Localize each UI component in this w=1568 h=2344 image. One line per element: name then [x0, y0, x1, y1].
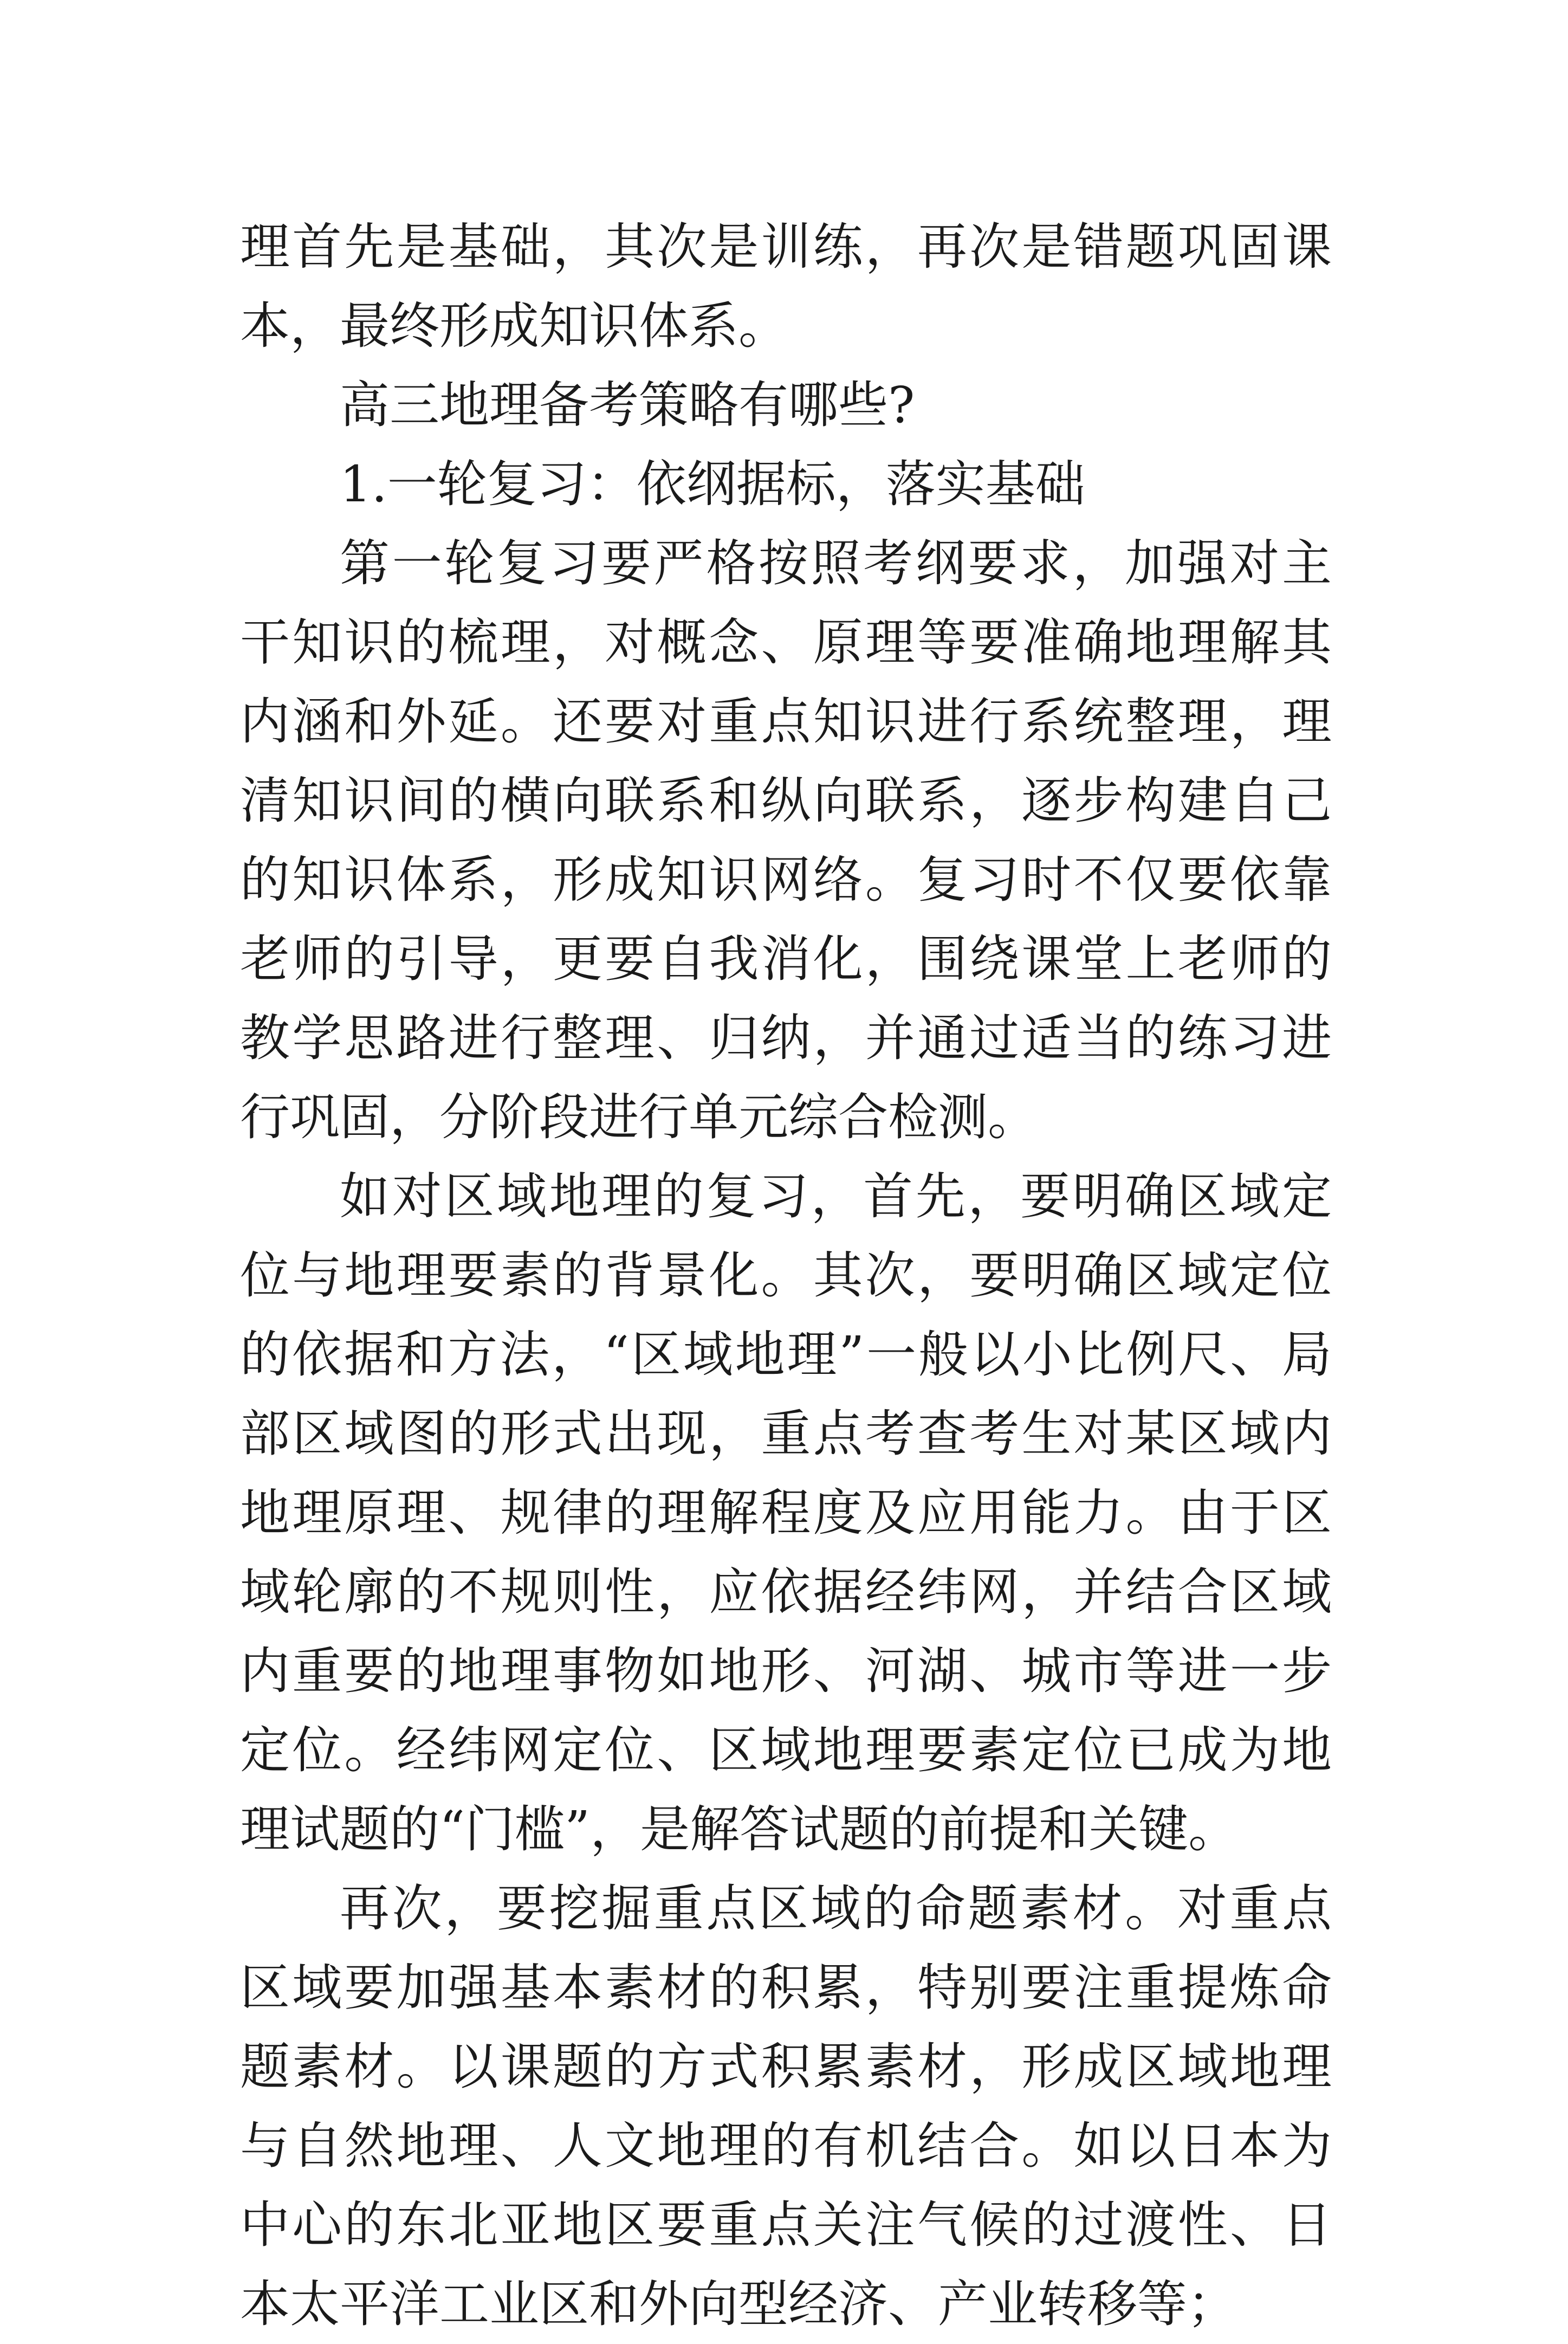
- paragraph-regional-geography: 如对区域地理的复习，首先，要明确区域定位与地理要素的背景化。其次，要明确区域定位的依据和方法，“区域地理”一般以小比例尺、局部区域图的形式出现，重点考查考生对某区域内地理原理、规律的理解程度及应用能力。由于区域轮廓的不规则性，应依据经纬网，并结合区域内重要的地理事物如地形、河湖、城市等进一步定位。经纬网定位、区域地理要素定位已成为地理试题的“门槛”，是解答试题的前提和关键。: [240, 1167, 1332, 1858]
- paragraph-first-round-review: 第一轮复习要严格按照考纲要求，加强对主干知识的梳理，对概念、原理等要准确地理解其内涵和外延。还要对重点知识进行系统整理，理清知识间的横向联系和纵向联系，逐步构建自己的知识体系，形成知识网络。复习时不仅要依靠老师的引导，更要自我消化，围绕课堂上老师的教学思路进行整理、归纳，并通过适当的练习进行巩固，分阶段进行单元综合检测。: [240, 534, 1332, 1146]
- paragraph-key-regions: 再次，要挖掘重点区域的命题素材。对重点区域要加强基本素材的积累，特别要注重提炼命题素材。以课题的方式积累素材，形成区域地理与自然地理、人文地理的有机结合。如以日本为中心的东北亚地区要重点关注气候的过渡性、日本太平洋工业区和外向型经济、产业转移等；: [240, 1880, 1332, 2333]
- section-question-heading: 高三地理备考策略有哪些?: [340, 376, 915, 434]
- document-body: [240, 208, 1332, 2344]
- paragraph-continuation: 理首先是基础，其次是训练，再次是错题巩固课本，最终形成知识体系。: [240, 218, 1332, 355]
- subsection-heading-first-round: 1.一轮复习：依纲据标，落实基础: [340, 455, 1085, 513]
